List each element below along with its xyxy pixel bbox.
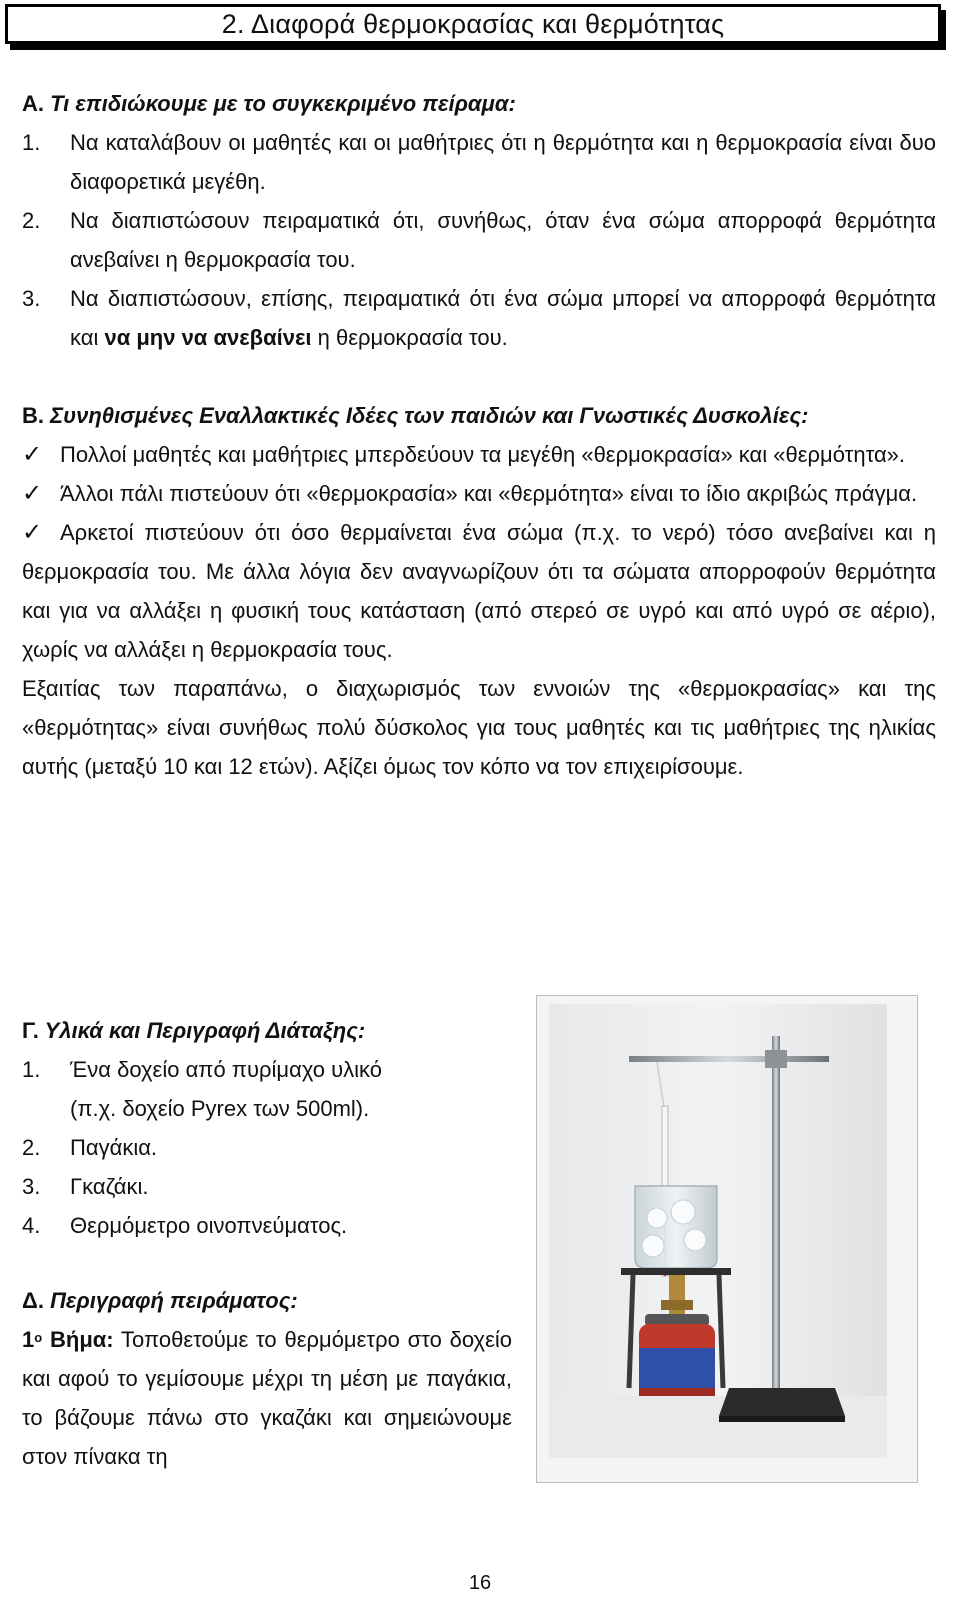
section-c-heading: [22, 1011, 492, 1050]
section-d: [22, 1281, 512, 1476]
checkmark-icon: ✓: [22, 519, 43, 546]
section-a-title: Τι επιδιώκουμε με το συγκεκριμένο πείραμα:: [50, 91, 516, 116]
section-a-item-1: 1. Να καταλάβουν οι μαθητές και οι μαθήτριες ότι η θερμότητα και η θερμοκρασία είναι δυο διαφορετικά μεγέθη.: [22, 130, 936, 194]
step-label: $1^o$ Βήμα:: [22, 1327, 114, 1352]
section-b-heading: [22, 396, 936, 435]
section-a-heading: [22, 84, 936, 123]
page-number: 16: [468, 1572, 492, 1594]
page-title-box: [5, 4, 941, 44]
section-c-title: Υλικά και Περιγραφή Διάταξης:: [44, 1018, 366, 1043]
page-title: 2. Διαφορά θερμοκρασίας και θερμότητας: [221, 8, 725, 39]
step-1-text: $1^o$ Βήμα: Τοποθετούμε το θερμόμετρο στο δοχείο και αφού το γεμίσουμε μέχρι τη μέση με παγάκια, το βάζουμε πάνω στο γκαζάκι και σημειώνουμε στον πίνακα τη: [22, 1327, 513, 1469]
checkmark-icon: ✓: [22, 480, 43, 507]
check-item-3: ✓ Αρκετοί πιστεύουν ότι όσο θερμαίνεται ένα σώμα (π.χ. το νερό) τόσο ανεβαίνει και η θερμοκρασία του. Με άλλα λόγια δεν αναγνωρίζουν ότι τα σώματα απορροφούν θερμότητα και για να αλλάξει η φυσική τους κατάσταση (από στερεό σε υγρό και από υγρό σε αέριο), χωρίς να αλλάξει η θερμοκρασία τους.: [22, 513, 936, 669]
emphasis-text: να μην να ανεβαίνει: [104, 325, 312, 350]
section-b-title: Συνηθισμένες Εναλλακτικές Ιδέες των παιδιών και Γνωστικές Δυσκολίες:: [50, 403, 809, 428]
section-a-item-2: 2. Να διαπιστώσουν πειραματικά ότι, συνήθως, όταν ένα σώμα απορροφά θερμότητα ανεβαίνει η θερμοκρασία του.: [22, 208, 936, 272]
check-item-2: ✓ Άλλοι πάλι πιστεύουν ότι «θερμοκρασία» και «θερμότητα» είναι το ίδιο ακριβώς πράγμα.: [22, 474, 936, 513]
section-c-letter: Γ.: [22, 1018, 39, 1043]
checkmark-icon: ✓: [22, 441, 43, 468]
section-a: [22, 84, 936, 357]
materials-item-3: 3. Γκαζάκι.: [22, 1174, 149, 1199]
materials-item-2: 2. Παγάκια.: [22, 1135, 158, 1160]
section-d-title: Περιγραφή πειράματος:: [50, 1288, 298, 1313]
section-a-letter: Α.: [22, 91, 44, 116]
check-item-1: ✓ Πολλοί μαθητές και μαθήτριες μπερδεύουν τα μεγέθη «θερμοκρασία» και «θερμότητα».: [22, 435, 936, 474]
section-b: [22, 396, 936, 786]
experiment-apparatus-illustration: [537, 996, 917, 1482]
section-b-paragraph: Εξαιτίας των παραπάνω, ο διαχωρισμός των εννοιών της «θερμοκρασίας» και της «θερμότητας» είναι συνήθως πολύ δύσκολος για τους μαθητές και τις μαθήτριες της ηλικίας αυτής (μεταξύ 10 και 12 ετών). Αξίζει όμως τον κόπο να τον επιχειρίσουμε.: [22, 676, 936, 779]
section-d-heading: [22, 1281, 512, 1320]
experiment-photo: [536, 995, 918, 1483]
section-d-letter: Δ.: [22, 1288, 44, 1313]
section-b-letter: Β.: [22, 403, 44, 428]
section-c: [22, 1011, 492, 1245]
materials-item-4: 4. Θερμόμετρο οινοπνεύματος.: [22, 1213, 348, 1238]
section-a-item-3: 3. Να διαπιστώσουν, επίσης, πειραματικά ότι ένα σώμα μπορεί να απορροφά θερμότητα και να μην να ανεβαίνει η θερμοκρασία του.: [22, 286, 936, 350]
materials-item-1: 1. Ένα δοχείο από πυρίμαχο υλικό (π.χ. δοχείο Pyrex των 500ml).: [22, 1057, 383, 1121]
